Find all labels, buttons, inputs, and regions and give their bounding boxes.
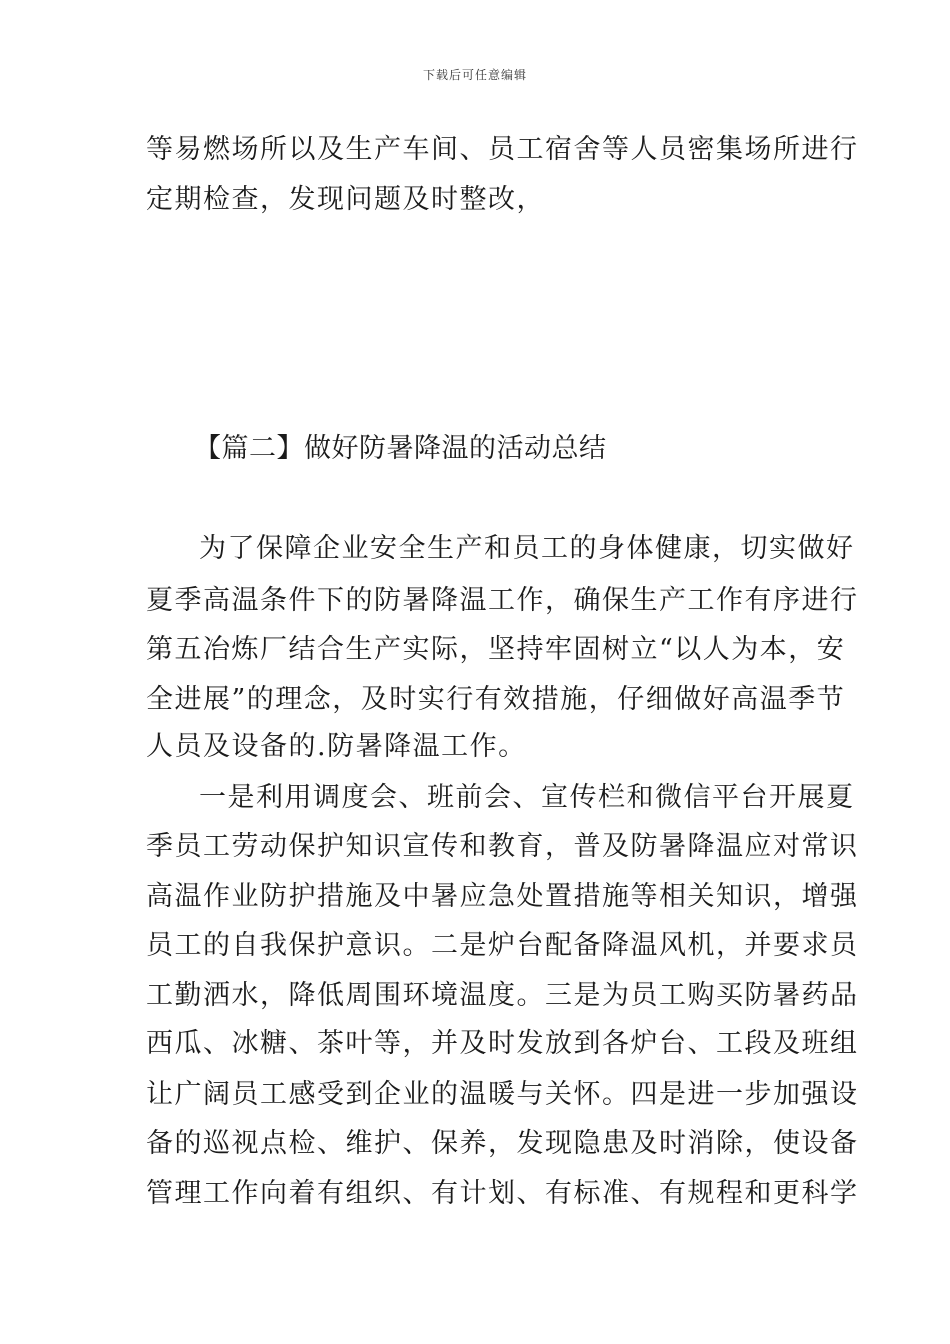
page-header: 下载后可任意编辑 bbox=[422, 68, 527, 82]
paragraph-line: 全进展”的理念，及时实行有效措施，仔细做好高温季节 bbox=[146, 684, 846, 715]
paragraph-line: 第五冶炼厂结合生产实际，坚持牢固树立“以人为本，安 bbox=[146, 634, 846, 665]
paragraph-line: 让广阔员工感受到企业的温暖与关怀。四是进一步加强设 bbox=[146, 1079, 859, 1110]
paragraph-line: 夏季高温条件下的防暑降温工作，确保生产工作有序进行 bbox=[146, 585, 859, 616]
text-line: 等易燃场所以及生产车间、员工宿舍等人员密集场所进行 bbox=[146, 134, 859, 165]
text-line: 定期检查，发现问题及时整改， bbox=[146, 184, 545, 215]
paragraph-line: 季员工劳动保护知识宣传和教育，普及防暑降温应对常识 bbox=[146, 831, 859, 862]
paragraph-line: 一是利用调度会、班前会、宣传栏和微信平台开展夏 bbox=[199, 782, 855, 813]
paragraph-line: 员工的自我保护意识。二是炉台配备降温风机，并要求员 bbox=[146, 930, 859, 961]
section-heading: 【篇二】做好防暑降温的活动总结 bbox=[194, 433, 607, 464]
paragraph-line: 人员及设备的.防暑降温工作。 bbox=[146, 731, 527, 762]
paragraph-line: 西瓜、冰糖、茶叶等，并及时发放到各炉台、工段及班组 bbox=[146, 1028, 859, 1059]
paragraph-line: 为了保障企业安全生产和员工的身体健康，切实做好 bbox=[199, 533, 855, 564]
paragraph-line: 工勤洒水，降低周围环境温度。三是为员工购买防暑药品 bbox=[146, 980, 859, 1011]
paragraph-line: 管理工作向着有组织、有计划、有标准、有规程和更科学 bbox=[146, 1178, 859, 1209]
paragraph-line: 备的巡视点检、维护、保养，发现隐患及时消除，使设备 bbox=[146, 1128, 859, 1159]
paragraph-line: 高温作业防护措施及中暑应急处置措施等相关知识，增强 bbox=[146, 881, 859, 912]
